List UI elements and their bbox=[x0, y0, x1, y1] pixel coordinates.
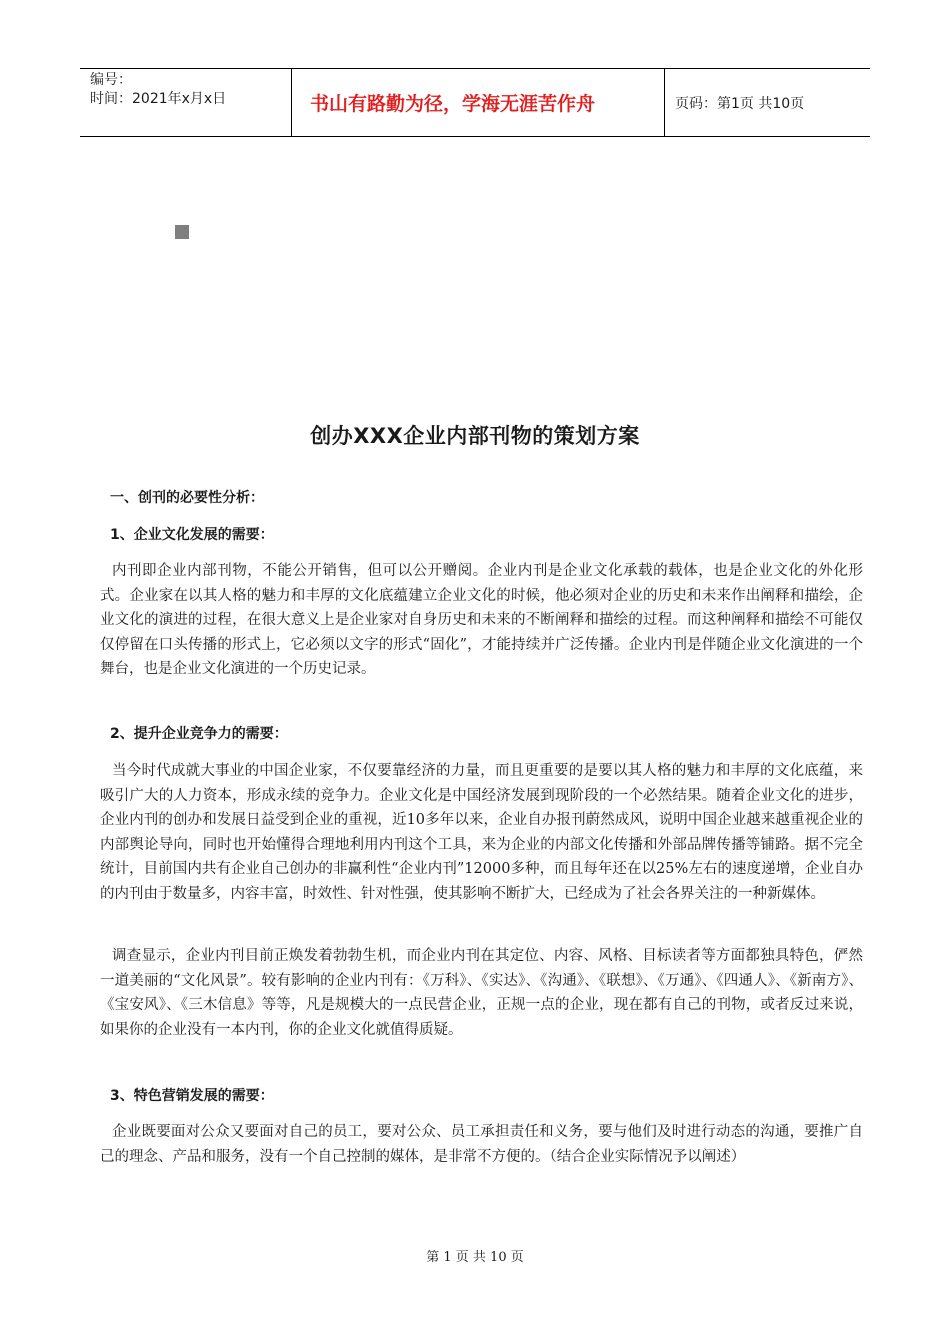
header-meta bbox=[80, 69, 292, 136]
page-header bbox=[80, 68, 870, 137]
subsection-2-heading: 2、提升企业竞争力的需要： bbox=[110, 726, 288, 742]
page-footer: 第 1 页 共 10 页 bbox=[426, 1250, 524, 1265]
subsection-3-heading: 3、特色营销发展的需要： bbox=[110, 1088, 274, 1104]
subsection-1-heading: 1、企业文化发展的需要： bbox=[110, 527, 274, 543]
square-bullet-icon bbox=[175, 225, 189, 239]
subsection-3-paragraph: 企业既要面对公众又要面对自己的员工，要对公众、员工承担责任和义务，要与他们及时进行动态的沟通，要推广自己的理念、产品和服务，没有一个自己控制的媒体，是非常不方便的。（结合企业实际情况予以阐述） bbox=[100, 1124, 863, 1165]
document-title: 创办XXX企业内部刊物的策划方案 bbox=[310, 424, 640, 448]
date-label: 时间：2021年x月x日 bbox=[90, 91, 227, 107]
header-motto: 书山有路勤为径，学海无涯苦作舟 bbox=[292, 69, 665, 136]
header-page-info: 页码：第1页 共10页 bbox=[675, 95, 805, 112]
subsection-2-paragraph-1: 当今时代成就大事业的中国企业家，不仅要靠经济的力量，而且更重要的是要以其人格的魅力和丰厚的文化底蕴，来吸引广大的人力资本，形成永续的竞争力。企业文化是中国经济发展到现阶段的一个必然结果。随着企业文化的进步，企业内刊的创办和发展日益受到企业的重视，近10多年以来，企业自办报刊蔚然成风，说明中国企业越来越重视企业的内部舆论导向，同时也开始懂得合理地利用内刊这个工具，来为企业的内部文化传播和外部品牌传播等铺路。据不完全统计，目前国内共有企业自己创办的非赢利性“企业内刊”12000多种，而且每年还在以25%左右的速度递增，企业自办的内刊由于数量多，内容丰富，时效性、针对性强，使其影响不断扩大，已经成为了社会各界关注的一种新媒体。 bbox=[100, 763, 863, 902]
subsection-2-paragraph-2: 调查显示，企业内刊目前正焕发着勃勃生机，而企业内刊在其定位、内容、风格、目标读者等方面都独具特色，俨然一道美丽的“文化风景”。较有影响的企业内刊有：《万科》、《实达》、《沟通》、《联想》、《万通》、《四通人》、《新南方》、《宝安风》、《三木信息》等等，凡是规模大的一点民营企业，正规一点的企业，现在都有自己的刊物，或者反过来说，如果你的企业没有一本内刊，你的企业文化就值得质疑。 bbox=[100, 948, 863, 1038]
number-label: 编号： bbox=[90, 72, 132, 88]
section-1-heading: 一、创刊的必要性分析： bbox=[110, 490, 264, 506]
subsection-1-paragraph: 内刊即企业内部刊物，不能公开销售，但可以公开赠阅。企业内刊是企业文化承载的载体，也是企业文化的外化形式。企业家在以其人格的魅力和丰厚的文化底蕴建立企业文化的时候，他必须对企业的历史和未来作出阐释和描绘，企业文化的演进的过程，在很大意义上是企业家对自身历史和未来的不断阐释和描绘的过程。而这种阐释和描绘不可能仅仅停留在口头传播的形式上，它必须以文字的形式“固化”，才能持续并广泛传播。企业内刊是伴随企业文化演进的一个舞台，也是企业文化演进的一个历史记录。 bbox=[100, 563, 863, 677]
